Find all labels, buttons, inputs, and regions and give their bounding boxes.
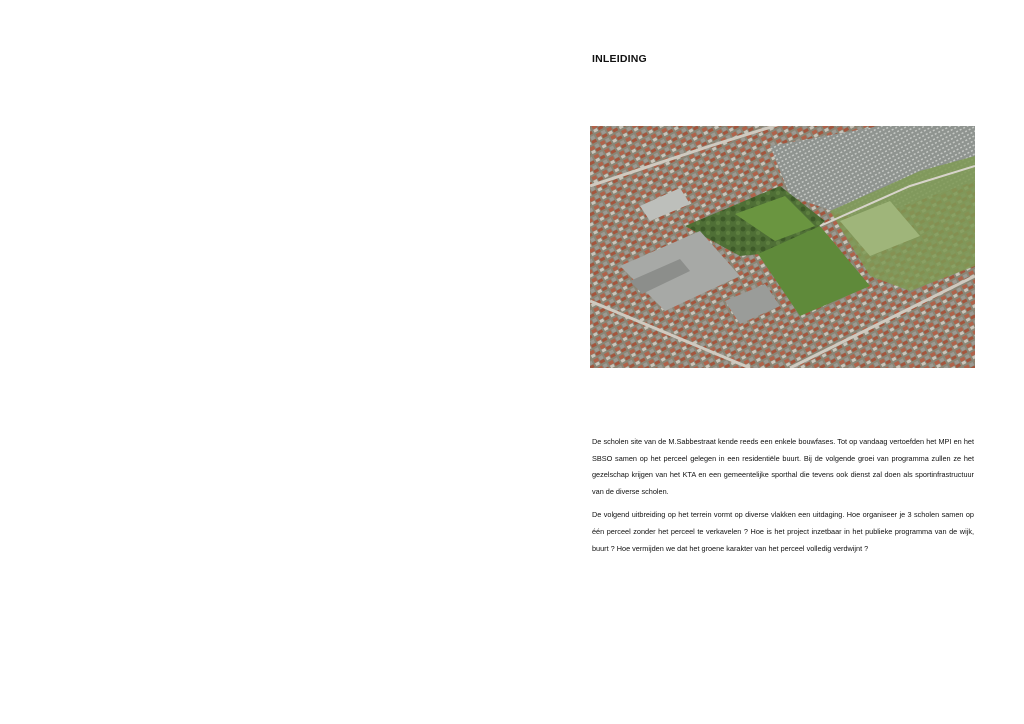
aerial-photo bbox=[590, 126, 975, 368]
body-text bbox=[592, 434, 974, 564]
aerial-photo-illustration bbox=[590, 126, 975, 368]
paragraph-2: De volgend uitbreiding op het terrein vormt op diverse vlakken een uitdaging. Hoe organiseer je 3 scholen samen op één perceel zonder het perceel te verkavelen ? Hoe is het project inzetbaar in het publieke programma van de wijk, buurt ? Hoe vermijden we dat het groene karakter van het perceel volledig verdwijnt ? bbox=[592, 510, 974, 553]
paragraph-1: De scholen site van de M.Sabbestraat kende reeds een enkele bouwfases. Tot op vandaag vertoefden het MPI en het SBSO samen op het perceel gelegen in een residentiële buurt. Bij de volgende groei van programma zullen ze het gezelschap krijgen van het KTA en een gemeentelijke sporthal die tevens ook dienst zal doen als sportinfrastructuur van de diverse scholen. bbox=[592, 437, 974, 496]
section-heading: INLEIDING bbox=[592, 53, 647, 65]
